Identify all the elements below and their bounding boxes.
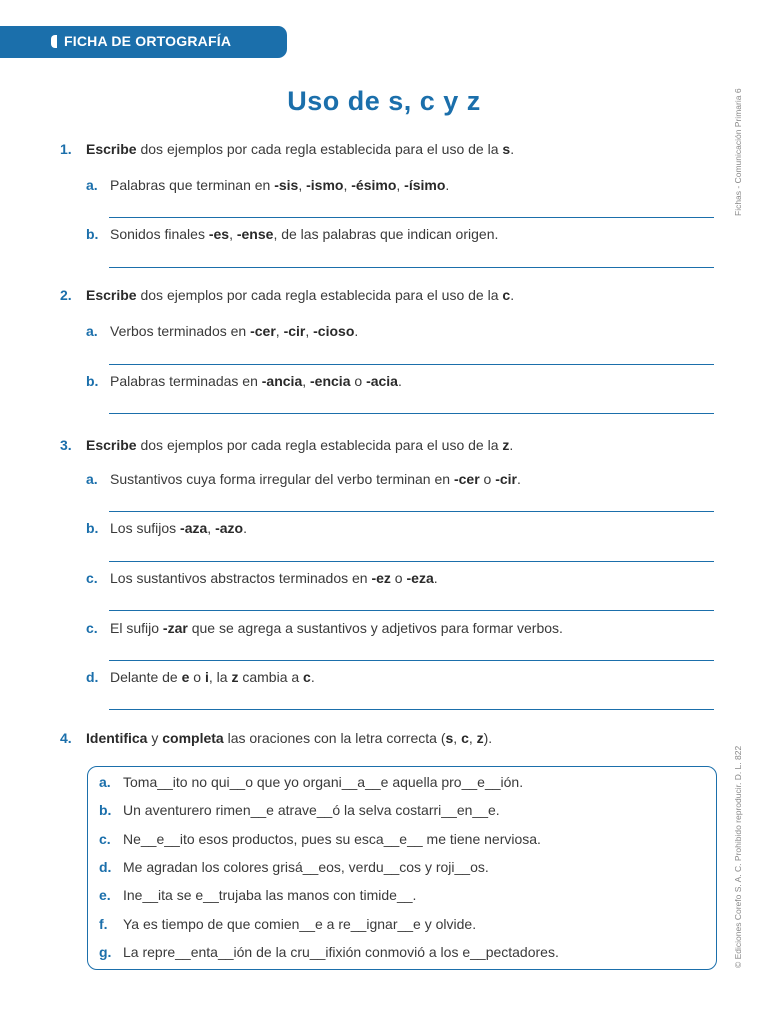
sep: , <box>302 373 311 389</box>
section-header-label: FICHA DE ORTOGRAFÍA <box>64 33 232 49</box>
rule-text: Sustantivos cuya forma irregular del verbo terminan en <box>110 471 454 487</box>
answer-line-3a[interactable] <box>109 511 714 512</box>
question-4 <box>60 730 492 746</box>
question-verb: Escribe <box>86 437 137 453</box>
rule-letter: a. <box>86 323 98 339</box>
sep: , <box>396 177 405 193</box>
rule-1a <box>86 177 449 193</box>
rule-text: que se agrega a sustantivos y adjetivos para formar verbos. <box>187 620 563 636</box>
question-letter: z <box>476 730 484 746</box>
sentence-g[interactable] <box>99 944 559 960</box>
suffix: -sis <box>274 177 299 193</box>
sentence-letter: b. <box>99 802 112 818</box>
question-text: y <box>147 730 163 746</box>
bookmark-icon <box>51 35 57 48</box>
sep: , <box>343 177 352 193</box>
question-text: dos ejemplos por cada regla establecida para el uso de la <box>136 437 503 453</box>
letter: i <box>204 669 209 685</box>
side-caption-top-text: Fichas - Comunicación Primaria 6 <box>733 88 743 216</box>
rule-text: El sufijo <box>110 620 163 636</box>
rule-text: Los sustantivos abstractos terminados en <box>110 570 372 586</box>
answer-line-2a[interactable] <box>109 364 714 365</box>
suffix: -ismo <box>306 177 344 193</box>
question-1 <box>60 141 514 157</box>
suffix: -zar <box>162 620 188 636</box>
suffix: -azo <box>215 520 244 536</box>
question-number: 3. <box>60 437 72 453</box>
question-verb: Escribe <box>86 141 137 157</box>
sentence-letter: f. <box>99 916 108 932</box>
suffix: -ense <box>236 226 274 242</box>
sep: , <box>229 226 237 242</box>
sentence-letter: g. <box>99 944 112 960</box>
rule-end: . <box>433 570 438 586</box>
suffix: -cir <box>495 471 518 487</box>
rule-letter: d. <box>86 669 99 685</box>
sep: , <box>468 730 477 746</box>
suffix: -encia <box>310 373 351 389</box>
answer-line-3b[interactable] <box>109 561 714 562</box>
question-verb: Identifica <box>86 730 148 746</box>
letter: z <box>231 669 239 685</box>
question-end: . <box>509 437 514 453</box>
question-letter: z <box>502 437 510 453</box>
suffix: -ésimo <box>351 177 397 193</box>
rule-text: Verbos terminados en <box>110 323 251 339</box>
sentence-letter: c. <box>99 831 111 847</box>
sentence-text: Ne__e__ito esos productos, pues su esca__e__ me tiene nerviosa. <box>123 831 541 847</box>
rule-2b <box>86 373 402 389</box>
suffix: -cioso <box>313 323 355 339</box>
rule-text: Palabras que terminan en <box>110 177 275 193</box>
sentence-text: Un aventurero rimen__e atrave__ó la selva costarri__en__e. <box>123 802 500 818</box>
section-header-tab <box>0 26 287 58</box>
sentence-letter: e. <box>99 887 111 903</box>
rule-3c-second <box>86 620 563 636</box>
answer-line-1a[interactable] <box>109 217 714 218</box>
rule-1b <box>86 226 498 242</box>
rule-end: . <box>243 520 247 536</box>
sep: o <box>390 570 407 586</box>
sentence-text: Ya es tiempo de que comien__e a re__ignar__e y olvide. <box>123 916 477 932</box>
rule-end: . <box>310 669 315 685</box>
sentence-f[interactable] <box>99 916 476 932</box>
question-verb: Escribe <box>86 287 137 303</box>
question-end: . <box>510 141 515 157</box>
suffix: -es <box>208 226 230 242</box>
rule-end: . <box>517 471 521 487</box>
suffix: -ez <box>371 570 391 586</box>
sep: , la <box>208 669 232 685</box>
sep: , <box>305 323 314 339</box>
sentence-letter: d. <box>99 859 112 875</box>
sentence-text: La repre__enta__ión de la cru__ifixión conmovió a los e__pectadores. <box>123 944 559 960</box>
question-letter: c <box>502 287 511 303</box>
sentence-d[interactable] <box>99 859 489 875</box>
suffix: -ísimo <box>404 177 446 193</box>
rule-letter: b. <box>86 226 99 242</box>
suffix: -eza <box>406 570 434 586</box>
answer-line-3c-second[interactable] <box>109 660 714 661</box>
rule-letter: c. <box>86 620 98 636</box>
question-letter: s <box>445 730 454 746</box>
rule-letter: a. <box>86 471 98 487</box>
rule-end: . <box>397 373 402 389</box>
letter: e <box>181 669 190 685</box>
answer-line-3c[interactable] <box>109 610 714 611</box>
question-2 <box>60 287 514 303</box>
sentence-text: Ine__ita se e__trujaba las manos con timide__. <box>123 887 417 903</box>
sep: o <box>189 669 205 685</box>
rule-text: , de las palabras que indican origen. <box>273 226 499 242</box>
suffix: -ancia <box>261 373 303 389</box>
side-caption-bottom-text: © Ediciones Corefo S. A. C. Prohibido reproducir. D. L. 822 <box>733 745 743 968</box>
sentence-b[interactable] <box>99 802 500 818</box>
sentence-text: Toma__ito no qui__o que yo organi__a__e aquella pro__e__ión. <box>123 774 524 790</box>
answer-line-1b[interactable] <box>109 267 714 268</box>
rule-3b <box>86 520 247 536</box>
sep: , <box>275 323 284 339</box>
rule-text: Delante de <box>110 669 182 685</box>
suffix: -cer <box>453 471 480 487</box>
question-text: las oraciones con la letra correcta ( <box>223 730 446 746</box>
sentence-e[interactable] <box>99 887 416 903</box>
sep: , <box>453 730 462 746</box>
page-title: Uso de s, c y z <box>287 86 481 116</box>
sep: cambia a <box>238 669 304 685</box>
rule-letter: a. <box>86 177 98 193</box>
sentence-letter: a. <box>99 774 111 790</box>
question-number: 1. <box>60 141 72 157</box>
question-text: dos ejemplos por cada regla establecida para el uso de la <box>136 141 503 157</box>
question-number: 2. <box>60 287 72 303</box>
sep: o <box>350 373 367 389</box>
rule-3d <box>86 669 315 685</box>
rule-end: . <box>354 323 359 339</box>
sentence-c[interactable] <box>99 831 541 847</box>
rule-3c <box>86 570 438 586</box>
rule-text: Sonidos finales <box>110 226 209 242</box>
suffix: -cer <box>250 323 276 339</box>
question-number: 4. <box>60 730 72 746</box>
question-letter: c <box>461 730 469 746</box>
rule-letter: c. <box>86 570 98 586</box>
rule-3a <box>86 471 521 487</box>
rule-text: Palabras terminadas en <box>110 373 262 389</box>
answer-line-2b[interactable] <box>109 413 714 414</box>
question-end: . <box>510 287 515 303</box>
question-end: ). <box>483 730 493 746</box>
rule-text: Los sufijos <box>110 520 181 536</box>
answer-line-3d[interactable] <box>109 709 714 710</box>
sep: , <box>298 177 307 193</box>
letter: c <box>303 669 311 685</box>
question-3 <box>60 437 513 453</box>
question-text: dos ejemplos por cada regla establecida para el uso de la <box>136 287 503 303</box>
rule-2a <box>86 323 358 339</box>
suffix: -aza <box>180 520 208 536</box>
sentence-a[interactable] <box>99 774 523 790</box>
suffix: -acia <box>366 373 398 389</box>
sep: o <box>479 471 496 487</box>
sentence-text: Me agradan los colores grisá__eos, verdu__cos y roji__os. <box>123 859 489 875</box>
suffix: -cir <box>283 323 306 339</box>
rule-letter: b. <box>86 520 99 536</box>
rule-letter: b. <box>86 373 99 389</box>
rule-end: . <box>445 177 450 193</box>
sep: , <box>207 520 216 536</box>
question-letter: s <box>502 141 511 157</box>
question-verb: completa <box>162 730 224 746</box>
